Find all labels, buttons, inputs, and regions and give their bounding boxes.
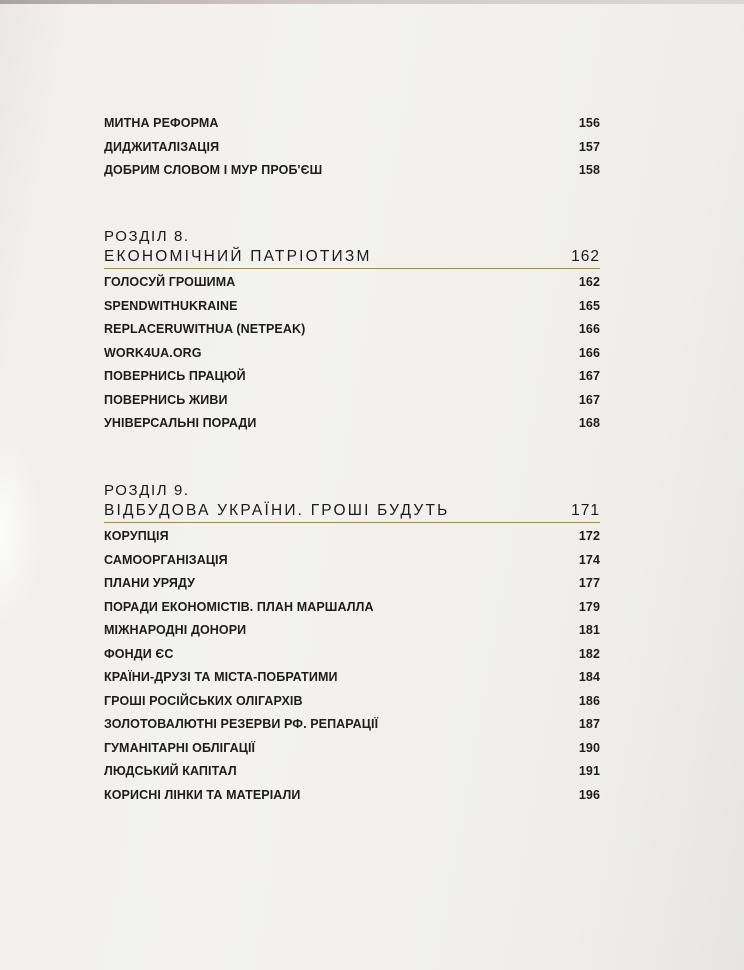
toc-entry-title: ГРОШІ РОСІЙСЬКИХ ОЛІГАРХІВ <box>104 693 303 708</box>
toc-entry-title: МИТНА РЕФОРМА <box>104 116 219 130</box>
toc-entry <box>104 623 600 647</box>
toc-entry-page: 172 <box>578 529 600 543</box>
toc-entry <box>104 529 600 553</box>
toc-entry-title: ПЛАНИ УРЯДУ <box>104 576 195 590</box>
toc-entry <box>104 764 600 788</box>
toc-entry <box>104 346 600 370</box>
toc-entry <box>104 694 600 718</box>
toc-entry <box>104 741 600 765</box>
toc-entry-title: SPENDWITHUKRAINE <box>104 298 238 313</box>
toc-entry <box>104 600 600 624</box>
toc-entry <box>104 163 600 187</box>
toc-entry-title: УНІВЕРСАЛЬНІ ПОРАДИ <box>104 416 257 430</box>
toc-entry-title: САМООРГАНІЗАЦІЯ <box>104 552 228 567</box>
toc-entry-title: КРАЇНИ-ДРУЗІ ТА МІСТА-ПОБРАТИМИ <box>104 670 338 684</box>
toc-entry-title: ГОЛОСУЙ ГРОШИМА <box>104 275 236 289</box>
toc-entry-page: 191 <box>578 764 600 778</box>
toc-chapter-8 <box>104 226 600 440</box>
chapter-title-row <box>104 502 600 523</box>
chapter-label: РОЗДІЛ 9. <box>104 482 190 499</box>
toc-entry-page: 196 <box>578 787 600 802</box>
toc-continued-section <box>104 116 600 187</box>
toc-entry-page: 162 <box>578 275 600 289</box>
toc-entry-title: ЛЮДСЬКИЙ КАПІТАЛ <box>104 764 237 778</box>
toc-entry-page: 166 <box>578 322 600 336</box>
chapter-title: ЕКОНОМІЧНИЙ ПАТРІОТИЗМ <box>104 248 372 265</box>
toc-entry-title: КОРИСНІ ЛІНКИ ТА МАТЕРІАЛИ <box>104 787 301 802</box>
toc-entry <box>104 416 600 440</box>
toc-entry <box>104 553 600 577</box>
toc-entry <box>104 576 600 600</box>
toc-chapter-9 <box>104 480 600 811</box>
toc-entry <box>104 717 600 741</box>
toc-entry-title: КОРУПЦІЯ <box>104 529 169 543</box>
toc-entry-page: 168 <box>578 416 600 430</box>
toc-entry-title: ФОНДИ ЄС <box>104 646 174 661</box>
chapter-page: 171 <box>571 502 600 519</box>
toc-entry-page: 165 <box>578 298 600 313</box>
toc-entry-title: ДОБРИМ СЛОВОМ І МУР ПРОБ'ЄШ <box>104 163 323 177</box>
toc-entry-page: 167 <box>578 392 600 407</box>
toc-entry <box>104 369 600 393</box>
toc-entry-page: 190 <box>578 740 600 755</box>
toc-entry-page: 179 <box>578 599 600 614</box>
toc-entry-page: 174 <box>578 552 600 567</box>
chapter-page: 162 <box>571 248 600 265</box>
toc-entry <box>104 647 600 671</box>
chapter-label: РОЗДІЛ 8. <box>104 228 190 245</box>
toc-entry <box>104 116 600 140</box>
toc-entry-page: 158 <box>578 163 600 177</box>
toc-entry-page: 167 <box>578 369 600 383</box>
toc-entry <box>104 140 600 164</box>
chapter-title-row <box>104 248 600 269</box>
toc-entry-page: 166 <box>578 345 600 360</box>
toc-entry-title: МІЖНАРОДНІ ДОНОРИ <box>104 623 247 637</box>
toc-entry <box>104 275 600 299</box>
toc-entry-page: 182 <box>578 646 600 661</box>
toc-entry-title: ПОВЕРНИСЬ ЖИВИ <box>104 392 228 407</box>
toc-entry-title: ПОВЕРНИСЬ ПРАЦЮЙ <box>104 369 246 383</box>
toc-entry-page: 181 <box>578 623 600 637</box>
toc-entry-title: ГУМАНІТАРНІ ОБЛІГАЦІЇ <box>104 740 256 755</box>
toc-entry-page: 187 <box>578 717 600 731</box>
toc-entry <box>104 299 600 323</box>
light-glare <box>0 440 40 620</box>
toc-entry-page: 184 <box>578 670 600 684</box>
toc-entry-title: REPLACERUWITHUA (NETPEAK) <box>104 322 306 336</box>
page-top-edge-shadow <box>0 0 744 4</box>
toc-entry <box>104 788 600 812</box>
toc-entry-page: 177 <box>578 576 600 590</box>
toc-entry <box>104 322 600 346</box>
toc-entry-title: ПОРАДИ ЕКОНОМІСТІВ. ПЛАН МАРШАЛЛА <box>104 599 374 614</box>
toc-entry-page: 156 <box>578 116 600 130</box>
toc-entry-title: ЗОЛОТОВАЛЮТНІ РЕЗЕРВИ РФ. РЕПАРАЦІЇ <box>104 717 379 731</box>
chapter-title: ВІДБУДОВА УКРАЇНИ. ГРОШІ БУДУТЬ <box>104 502 450 519</box>
toc-entry-title: WORK4UA.ORG <box>104 345 202 360</box>
toc-entry-title: ДИДЖИТАЛІЗАЦІЯ <box>104 139 220 154</box>
toc-entry <box>104 670 600 694</box>
toc-entry-page: 157 <box>578 139 600 154</box>
toc-entry <box>104 393 600 417</box>
toc-entry-page: 186 <box>578 693 600 708</box>
